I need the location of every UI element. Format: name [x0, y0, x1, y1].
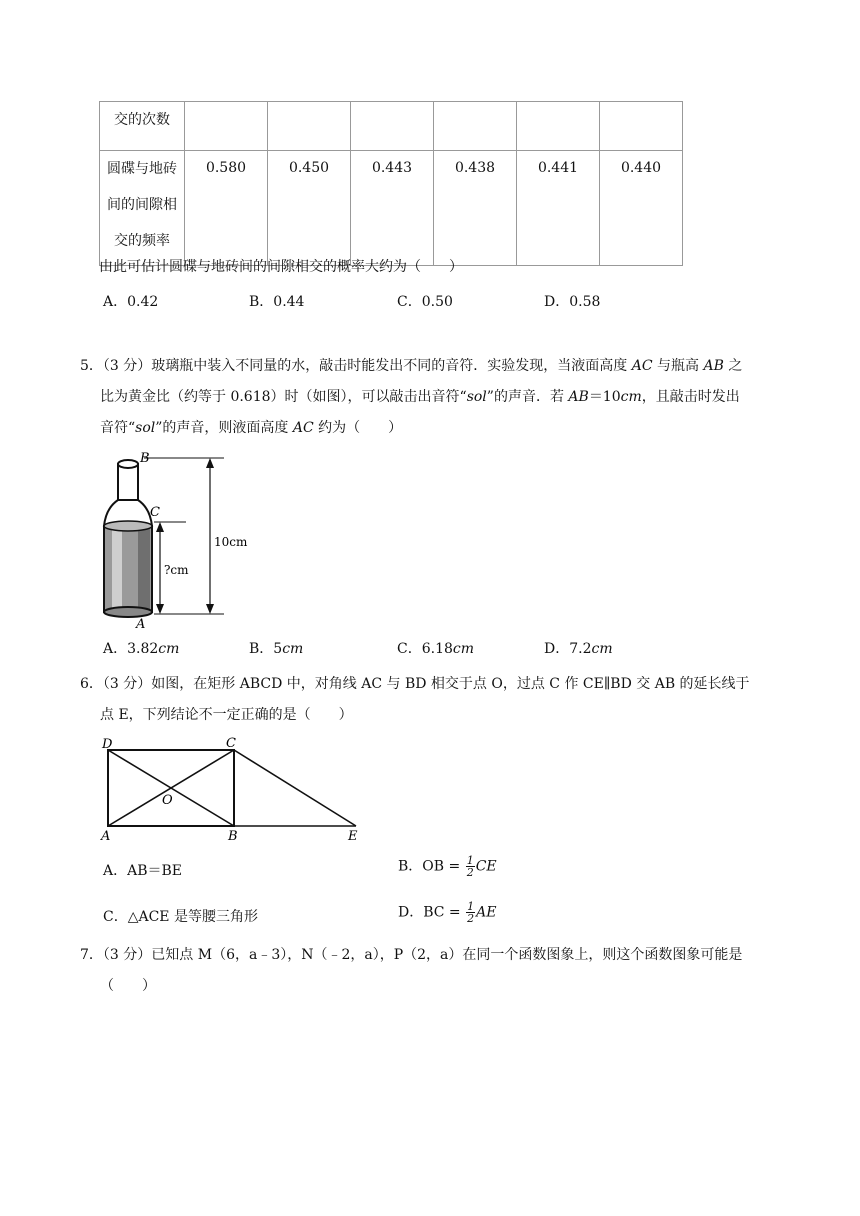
label-o: O — [162, 793, 173, 808]
table-row — [100, 102, 683, 151]
table-cell: 0.580 — [185, 151, 268, 266]
table-cell: 0.450 — [268, 151, 351, 266]
q4-option-b: B．0.44 — [249, 294, 305, 310]
height-label: 10cm — [214, 535, 248, 549]
bottle-neck — [118, 464, 138, 500]
table-cell: 0.438 — [434, 151, 517, 266]
frequency-table — [99, 101, 683, 266]
q6-option-b: B．OB = $\frac{1}{2}$ CE — [398, 854, 497, 879]
label-b: B — [140, 451, 150, 466]
q5-option-c: C．6.18cm — [397, 641, 475, 657]
q5-stem: 5．（3 分）玻璃瓶中装入不同量的水，敲击时能发出不同的音符．实验发现，当液面高度 AC 与瓶高 AB 之 比为黄金比（约等于 0.618）时（如图），可以敲击出音符“sol”的声音．若 AB＝10cm，且敲击时发出 音符“sol”的声音，则液面高度 AC 约为（ ） — [80, 358, 743, 436]
label-c: C — [226, 736, 236, 751]
table-row-label: 圆碟与地砖 间的间隙相 交的频率 — [100, 151, 185, 266]
q6-option-c: C．△ACE 是等腰三角形 — [103, 909, 258, 925]
q4-option-d: D．0.58 — [544, 294, 601, 310]
q7-stem: 7．（3 分）已知点 M（6，a﹣3），N（﹣2，a），P（2，a）在同一个函数图象上，则这个函数图象可能是 （ ） — [80, 947, 743, 994]
table-cell: 0.441 — [517, 151, 600, 266]
table-row — [100, 151, 683, 266]
table-cell: 0.443 — [351, 151, 434, 266]
q6-option-d: D．BC = $\frac{1}{2}$ AE — [398, 900, 497, 925]
label-b: B — [228, 829, 238, 844]
q6-stem: 6．（3 分）如图，在矩形 ABCD 中，对角线 AC 与 BD 相交于点 O，过点 C 作 CE∥BD 交 AB 的延长线于 点 E，下列结论不一定正确的是（ ） — [80, 676, 750, 723]
q5-option-d: D．7.2cm — [544, 641, 613, 657]
table-cell: 0.440 — [600, 151, 683, 266]
q5-option-a: A．3.82cm — [103, 641, 180, 657]
table-row-label: 交的次数 — [100, 102, 185, 151]
rectangle-figure — [98, 734, 368, 844]
bottle-figure — [98, 450, 258, 630]
q4-stem: 由此可估计圆碟与地砖间的间隙相交的概率大约为（ ） — [99, 259, 463, 275]
q4-option-c: C．0.50 — [397, 294, 453, 310]
unknown-label: ?cm — [164, 563, 189, 577]
label-e: E — [348, 829, 358, 844]
q5-option-b: B．5cm — [249, 641, 304, 657]
label-d: D — [102, 737, 113, 752]
q6-option-a: A．AB＝BE — [103, 863, 183, 879]
label-c: C — [150, 505, 160, 520]
label-a: A — [101, 829, 111, 844]
label-a: A — [136, 617, 146, 630]
q4-option-a: A．0.42 — [103, 294, 159, 310]
